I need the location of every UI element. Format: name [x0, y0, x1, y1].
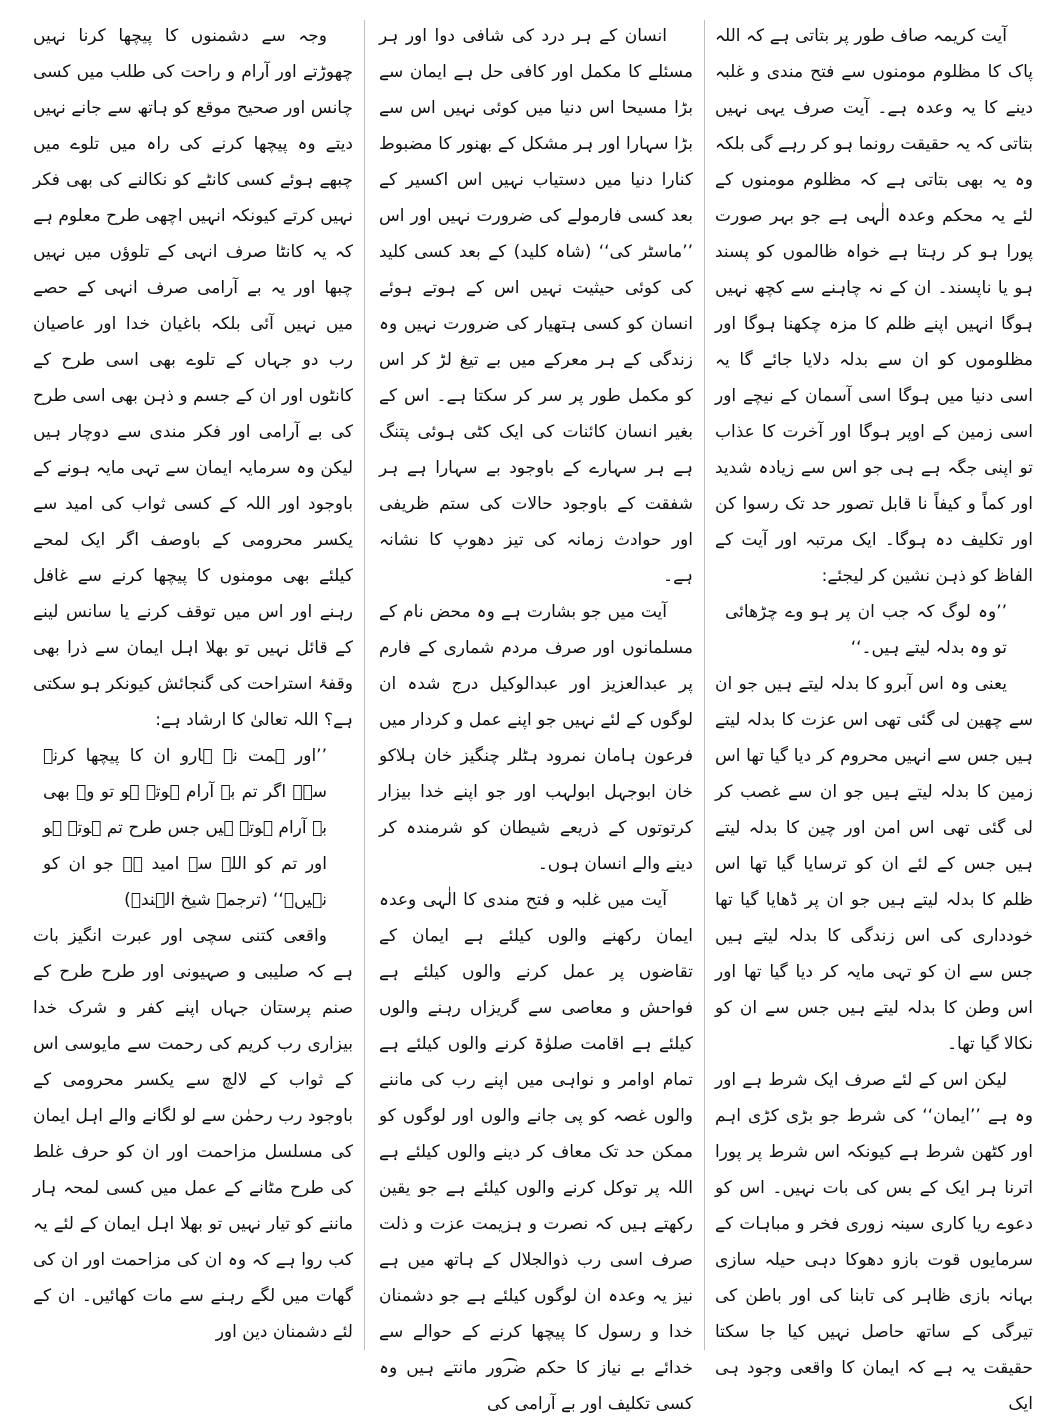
column-left	[33, 18, 353, 1358]
verse-quote: ’’وہ لوگ کہ جب ان پر ہو وے چڑھائی تو وہ بدلہ لیتے ہیں۔‘‘	[725, 602, 1007, 658]
page-number-mark	[503, 1358, 517, 1366]
column-divider	[704, 20, 705, 1350]
paragraph: وجہ سے دشمنوں کا پیچھا کرنا نہیں چھوڑتے اور آرام و راحت کی طلب میں کسی چانس اور صحیح موقع کو ہاتھ سے جانے نہیں دیتے وہ پیچھا کرنے کی راہ میں تلوے میں چبھے ہوئے کسی کانٹے کو نکالنے کی بھی فکر نہیں کرتے کیونکہ انہیں اچھی طرح معلوم ہے کہ یہ کانٹا صرف انہی کے تلوؤں میں نہیں چبھا اور یہ بے آرامی صرف انہی کے حصے میں نہیں آئی بلکہ باغیان خدا اور عاصیان رب دو جہاں کے تلوے بھی اسی طرح کے کانٹوں اور ان کے جسم و ذہن بھی اسی طرح کی بے آرامی اور فکر مندی سے دوچار ہیں لیکن وہ سرمایہ ایمان سے تہی مایہ ہونے کے باوجود اور اللہ کے کسی ثواب کی امید سے یکسر محرومی کے باوصف اگر ایک لمحے کیلئے بھی مومنوں کا پیچھا کرنے سے غافل رہنے اور اس میں توقف کرنے یا سانس لینے کے قائل نہیں تو بھلا اہل ایمان سے ذرا بھی وقفۂ استراحت کی گنجائش کیونکر ہو سکتی ہے؟ اللہ تعالیٰ کا ارشاد ہے:	[33, 26, 353, 730]
paragraph: یعنی وہ اس آبرو کا بدلہ لیتے ہیں جو ان سے چھین لی گئی تھی اس عزت کا بدلہ لیتے ہیں جس سے انہیں محروم کر دیا گیا تھا اس زمین کا بدلہ لیتے ہیں جو ان سے غصب کر لی گئی تھی اس امن اور چین کا بدلہ لیتے ہیں جس کے لئے ان کو ترسایا گیا تھا اس ظلم کا بدلہ لیتے ہیں جو ان پر ڈھایا گیا تھا خودداری کی اس زندگی کا بدلہ لیتے ہیں جس سے ان کو تہی مایہ کر دیا گیا تھا اور اس وطن کا بدلہ لیتے ہیں جس سے ان کو نکالا گیا تھا۔	[715, 674, 1033, 1054]
verse-quote: ’’اور ہمت نہ ہارو ان کا پیچھا کرنے سے۔ اگر تم بے آرام ہوتے ہو تو وہ بھی بے آرام ہوتے ہیں جس طرح تم ہوتے ہو اور تم کو اللہ سے امید ہے جو ان کو نہیں۔‘‘ (ترجمہ شیخ الہندؒ)	[43, 746, 327, 910]
column-middle	[379, 18, 693, 1414]
paragraph: آیت کریمہ صاف طور پر بتاتی ہے کہ اللہ پاک کا مظلوم مومنوں سے فتح مندی و غلبہ دینے کا یہ وعدہ ہے۔ آیت صرف یہی نہیں بتاتی کہ یہ حقیقت رونما ہو کر رہے گی بلکہ وہ یہ بھی بتاتی ہے کہ مظلوم مومنوں کے لئے یہ محکم وعدہ الٰہی ہے جو بہر صورت پورا ہو کر رہتا ہے خواہ ظالموں کو پسند ہو یا ناپسند۔ ان کے نہ چاہنے سے کچھ نہیں ہوگا انہیں اپنے ظلم کا مزہ چکھنا ہوگا اور مظلوموں کو ان سے بدلہ دلایا جائے گا یہ اسی دنیا میں ہوگا اسی آسمان کے نیچے اور اسی زمین کے اوپر ہوگا اور آخرت کا عذاب تو اپنی جگہ ہے ہی جو اس سے زیادہ شدید اور کماً و کیفاً نا قابل تصور حد تک رسوا کن اور تکلیف دہ ہوگا۔ ایک مرتبہ اور آیت کے الفاظ کو ذہن نشین کر لیجئے:	[715, 26, 1033, 586]
paragraph: لیکن اس کے لئے صرف ایک شرط ہے اور وہ ہے ’’ایمان‘‘ کی شرط جو بڑی کڑی اہم اور کٹھن شرط ہے کیونکہ اس شرط پر پورا اترنا ہر ایک کے بس کی بات نہیں۔ اس کو دعوے ریا کاری سینہ زوری فخر و مباہات کے سرمایوں قوت بازو دھوکا دہی حیلہ سازی بہانہ بازی ظاہر کی تابنا کی اور باطن کی تیرگی کے ساتھ حاصل نہیں کیا جا سکتا حقیقت یہ ہے کہ ایمان کا واقعی وجود ہی ایک	[715, 1070, 1033, 1414]
paragraph: واقعی کتنی سچی اور عبرت انگیز بات ہے کہ صلیبی و صہیونی اور طرح طرح کے صنم پرستان جہاں اپنے کفر و شرک خدا بیزاری رب کریم کی رحمت سے مایوسی اس کے ثواب کے لالچ سے یکسر محرومی کے باوجود رب رحمٰن سے لو لگانے والے اہل ایمان کی مسلسل مزاحمت اور ان کو حرف غلط کی طرح مٹانے کے عمل میں کسی لمحہ ہار ماننے کو تیار نہیں تو بھلا اہل ایمان کے لئے یہ کب روا ہے کہ وہ ان کی مزاحمت اور ان کی گھات میں لگے رہنے سے مات کھائیں۔ ان کے لئے دشمنان دین اور	[33, 926, 353, 1342]
column-divider	[364, 20, 365, 1350]
column-right	[715, 18, 1033, 1414]
paragraph: آیت میں غلبہ و فتح مندی کا الٰہی وعدہ ایمان رکھنے والوں کیلئے ہے ایمان کے تقاضوں پر عمل کرنے والوں کیلئے ہے فواحش و معاصی سے گریزاں رہنے والوں کیلئے ہے اقامت صلوٰۃ کرنے والوں کیلئے ہے تمام اوامر و نواہی میں اپنے رب کی ماننے والوں غصہ کو پی جانے والوں اور لوگوں کو ممکن حد تک معاف کر دینے والوں کیلئے ہے اللہ پر توکل کرنے والوں کیلئے ہے جو یقین رکھتے ہیں کہ نصرت و ہزیمت عزت و ذلت صرف اسی رب ذوالجلال کے ہاتھ میں ہے نیز یہ وعدہ ان لوگوں کیلئے ہے جو دشمنان خدا و رسول کا پیچھا کرنے کے حوالے سے خدائے بے نیاز کا حکم ضرور مانتے ہیں وہ کسی تکلیف اور بے آرامی کی	[379, 890, 693, 1414]
paragraph: آیت میں جو بشارت ہے وہ محض نام کے مسلمانوں اور صرف مردم شماری کے فارم پر عبدالعزیز اور عبدالوکیل درج شدہ ان لوگوں کے لئے نہیں جو اپنے عمل و کردار میں فرعون ہامان نمرود ہٹلر چنگیز خان ہلاکو خان ابوجہل ابولہب اور جو اپنے خدا بیزار کرتوتوں کے ذریعے شیطان کو شرمندہ کر دینے والے انسان ہوں۔	[379, 602, 693, 874]
paragraph: انسان کے ہر درد کی شافی دوا اور ہر مسئلے کا مکمل اور کافی حل ہے ایمان سے بڑا مسیحا اس دنیا میں کوئی نہیں اس سے بڑا سہارا اور ہر مشکل کے بھنور کا مضبوط کنارا دنیا میں دستیاب نہیں اس اکسیر کے بعد کسی فارمولے کی ضرورت نہیں اور اس ’’ماسٹر کی‘‘ (شاہ کلید) کے بعد کسی کلید کی کوئی حیثیت نہیں اس کے ہوتے ہوئے انسان کو کسی ہتھیار کی ضرورت نہیں وہ زندگی کے ہر معرکے میں بے تیغ لڑ کر اس کو مکمل طور پر سر کر سکتا ہے۔ اس کے بغیر انسان کائنات کی ایک کٹی ہوئی پتنگ ہے ہر سہارے کے باوجود بے سہارا ہے ہر شفقت کے باوجود حالات کی ستم ظریفی اور حوادث زمانہ کی تیز دھوپ کا نشانہ ہے۔	[379, 26, 693, 586]
